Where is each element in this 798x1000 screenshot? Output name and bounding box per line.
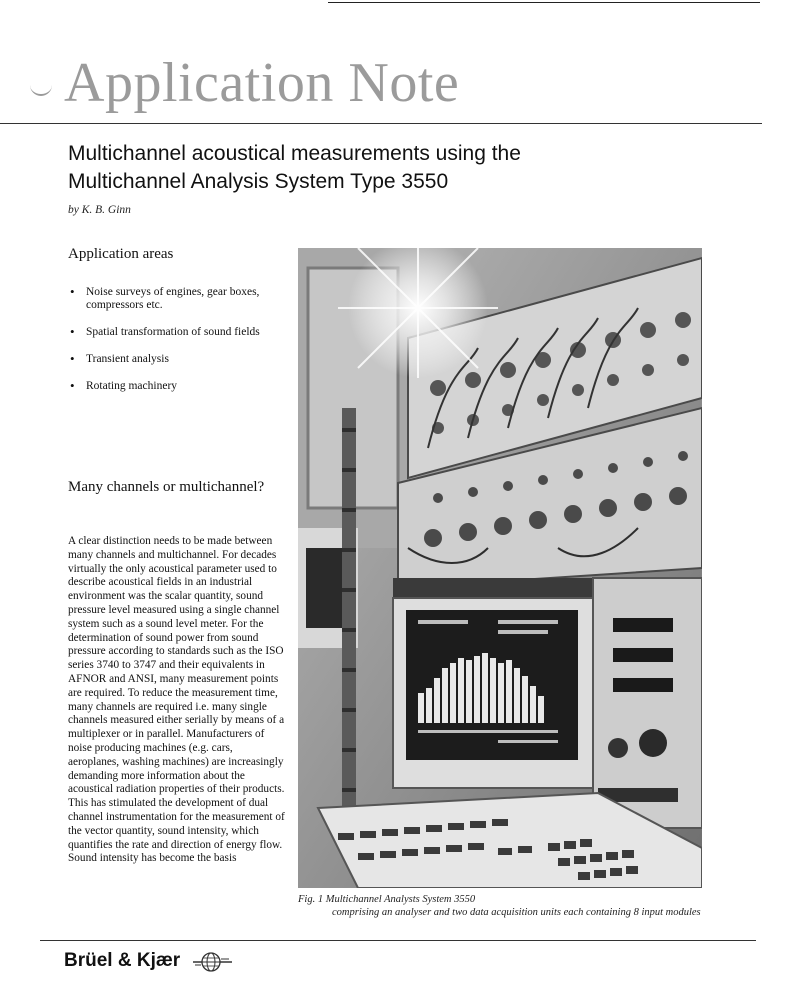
bullet-icon: •: [70, 351, 75, 366]
footer-rule: [40, 940, 756, 941]
list-item: • Spatial transformation of sound fields: [70, 324, 260, 339]
document-title-line-1: Multichannel acoustical measurements using the: [68, 142, 521, 165]
list-item: • Transient analysis: [70, 351, 169, 366]
figure-caption: [298, 893, 738, 919]
section-heading: Many channels or multichannel?: [68, 479, 265, 495]
figure-caption-text: comprising an analyser and two data acquisition units each containing 8 input modules: [332, 907, 701, 918]
bullet-icon: •: [70, 324, 75, 339]
page-header-title: Application Note: [64, 52, 460, 114]
figure-caption-label: Fig. 1 Multichannel Analysts System 3550: [298, 894, 476, 905]
application-areas-list: [68, 286, 278, 407]
section-body-text: A clear distinction needs to be made between many channels and multichannel. For decades virtually the only acoustical parameter used to describe acoustical fields in an industrial environment was the scalar quantity, sound pressure level measured using a single channel system such as a sound level meter. For the determination of sound power from sound pressure according to standards such as the ISO series 3740 to 3747 and their equivalents in AFNOR and ANSI, many measurement points are required. To reduce the measurement time, many channels are required i.e. many single channels measured either serially by means of a multiplexer or in parallel. Manufacturers of noise producing machines (e.g. cars, aeroplanes, washing machines) are increasingly demanding more information about the acoustical radiation properties of their products. This has stimulated the development of dual channel instrumentation for the measurement of the vector quantity, sound intensity, which quantifies the rate and direction of energy flow. Sound intensity has become the basis: [68, 535, 285, 865]
list-item: • Rotating machinery: [70, 378, 178, 393]
bullet-icon: •: [70, 378, 75, 393]
globe-logo-icon: [193, 951, 233, 978]
logo-swoosh: [30, 76, 52, 96]
top-rule: [328, 2, 760, 3]
brand-name: Brüel & Kjær: [64, 950, 181, 971]
bullet-icon: •: [70, 284, 75, 299]
list-item: • Noise surveys of engines, gear boxes, compressors etc.: [70, 284, 260, 311]
byline: by K. B. Ginn: [68, 204, 131, 216]
document-title: [68, 140, 688, 196]
equipment-photo: [298, 248, 702, 888]
document-title-line-2: Multichannel Analysis System Type 3550: [68, 170, 449, 193]
header-rule: [0, 123, 762, 124]
application-areas-heading: Application areas: [68, 246, 174, 262]
